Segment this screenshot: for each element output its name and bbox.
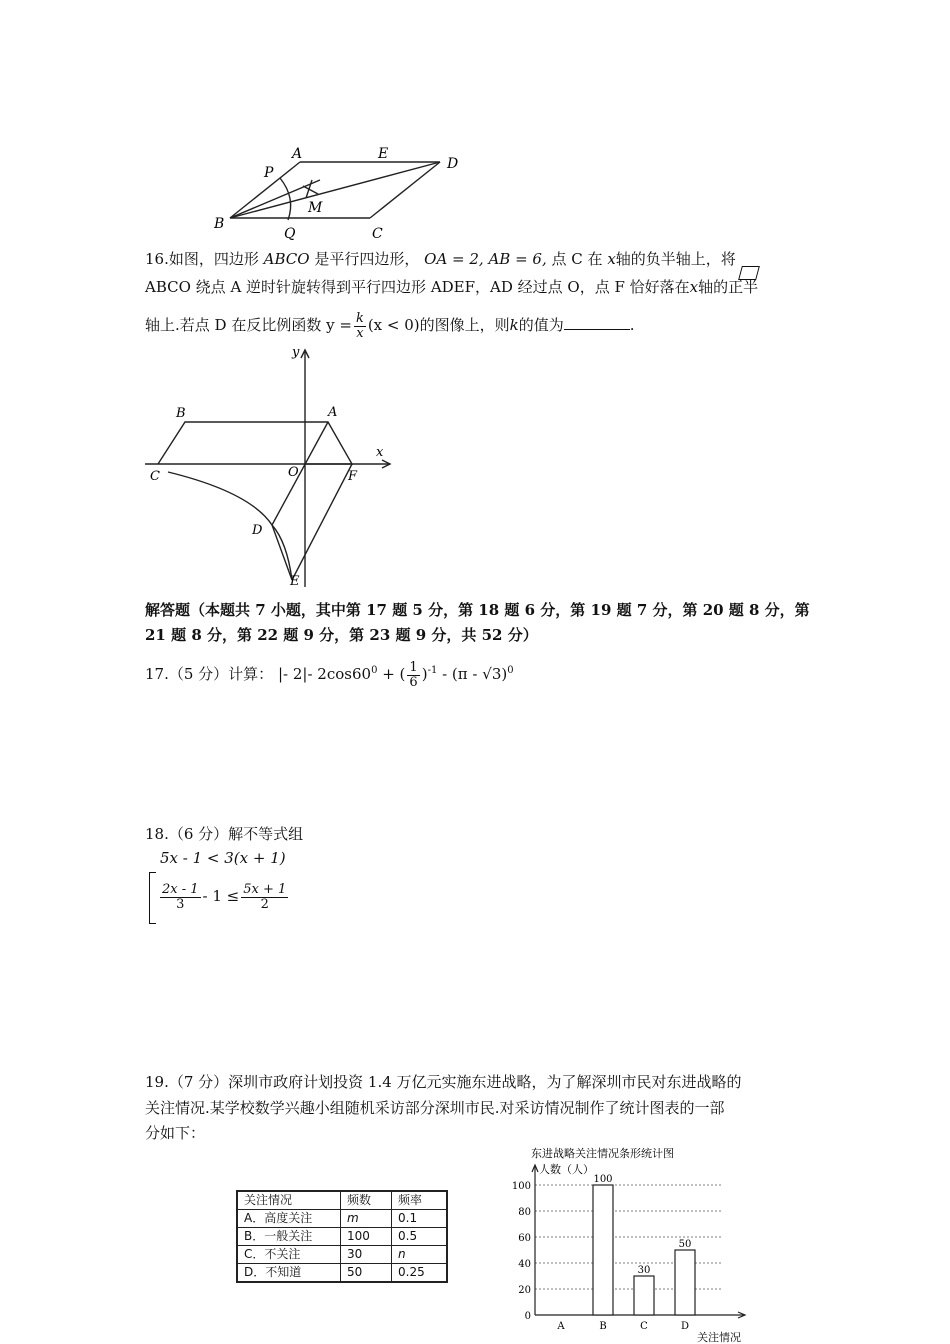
table-cell: n	[392, 1246, 448, 1264]
x-tick-label: C	[640, 1321, 648, 1332]
label-B: B	[214, 216, 225, 232]
table-cell: 50	[341, 1264, 392, 1283]
label-E: E	[290, 574, 300, 589]
table-header: 频率	[392, 1191, 448, 1210]
table-cell: B．一般关注	[237, 1228, 341, 1246]
figure-q15	[200, 140, 480, 245]
table-cell: 0.1	[392, 1210, 448, 1228]
table-cell: D．不知道	[237, 1264, 341, 1283]
chart-xlabel: 关注情况	[697, 1331, 741, 1343]
y-tick-label: 60	[518, 1233, 531, 1244]
fraction-k-over-x: $\frac{k}{x}$	[355, 310, 364, 341]
q19-line2: 关注情况.某学校数学兴趣小组随机采访部分深圳市民.对采访情况制作了统计图表的一部	[145, 1099, 725, 1117]
label-E: E	[378, 146, 389, 162]
bar-chart	[505, 1143, 760, 1343]
y-tick-label: 40	[518, 1259, 531, 1270]
table-row	[237, 1210, 447, 1228]
label-B: B	[176, 406, 186, 421]
data-label: 30	[637, 1265, 651, 1276]
table-row	[237, 1228, 447, 1246]
label-D: D	[252, 523, 263, 538]
table-cell: m	[341, 1210, 392, 1228]
y-tick-label: 0	[524, 1311, 531, 1322]
bar-B	[593, 1185, 613, 1315]
chart-ylabel: 人数（人）	[539, 1163, 594, 1176]
q19-line3: 分如下：	[145, 1124, 206, 1142]
y-tick-label: 100	[511, 1181, 531, 1192]
table-cell: C．不关注	[237, 1246, 341, 1264]
table-cell: 30	[341, 1246, 392, 1264]
bar-D	[675, 1250, 695, 1315]
y-tick-label: 80	[518, 1207, 531, 1218]
table-row	[237, 1246, 447, 1264]
bar-C	[634, 1276, 654, 1315]
x-tick-label: B	[599, 1321, 607, 1332]
table-cell: A．高度关注	[237, 1210, 341, 1228]
label-F: F	[348, 469, 358, 484]
figure-q16	[140, 342, 400, 590]
q18-inequality-1: 5x - 1 < 3(x + 1)	[160, 849, 286, 867]
inequality-brace	[149, 872, 156, 924]
q16-line3: 轴上.若点 D 在反比例函数 y = $\frac{k}{x}$ (x < 0)的图像上，则k的值为 .	[145, 310, 635, 341]
label-x: x	[376, 445, 384, 460]
label-A: A	[292, 146, 303, 162]
section-heading-line2: 21 题 8 分，第 22 题 9 分，第 23 题 9 分，共 52 分）	[145, 626, 538, 644]
table-header-row	[237, 1191, 447, 1210]
q16-line2: ABCO 绕点 A 逆时针旋转得到平行四边形 ADEF，AD 经过点 O，点 F 恰好落在x轴的正半	[145, 278, 759, 296]
frequency-table	[236, 1190, 448, 1283]
data-label: 100	[593, 1174, 613, 1185]
label-P: P	[264, 165, 274, 181]
x-tick-label: A	[557, 1321, 565, 1332]
chart-title: 东进战略关注情况条形统计图	[531, 1147, 674, 1160]
label-D: D	[447, 156, 459, 172]
label-A: A	[328, 405, 338, 420]
q18-inequality-2: $\frac{2x - 1}{3}$ - 1 ≤ $\frac{5x + 1}{2}$	[162, 881, 287, 912]
q18-title: 18.（6 分）解不等式组	[145, 825, 304, 843]
data-label: 50	[678, 1239, 692, 1250]
fraction-5x+1-over-2: $\frac{5x + 1}{2}$	[243, 881, 287, 912]
table-header: 关注情况	[237, 1191, 341, 1210]
section-heading-line1: 解答题（本题共 7 小题，其中第 17 题 5 分，第 18 题 6 分，第 19 题 7 分，第 20 题 8 分，第	[145, 601, 810, 619]
table-cell: 0.5	[392, 1228, 448, 1246]
label-Q: Q	[284, 226, 296, 242]
y-tick-label: 20	[518, 1285, 531, 1296]
table-row	[237, 1264, 447, 1283]
table-header: 频数	[341, 1191, 392, 1210]
table-cell: 0.25	[392, 1264, 448, 1283]
label-y: y	[292, 345, 300, 360]
q19-line1: 19.（7 分）深圳市政府计划投资 1.4 万亿元实施东进战略，为了解深圳市民对东进战略的	[145, 1073, 742, 1091]
label-O: O	[288, 465, 299, 480]
fraction-1-over-6: $\frac{1}{6}$	[409, 659, 418, 690]
label-C: C	[372, 226, 383, 242]
q17: 17.（5 分）计算： |- 2|- $2\cos 60^0$ + ( $\frac{1}{6}$ )$^{-1}$ - (π - √3)$^0$	[145, 659, 514, 690]
q16-line1: 16.如图，四边形 ABCO 是平行四边形， OA = 2, AB = 6, 点 C 在 x轴的负半轴上，将	[145, 250, 736, 268]
answer-blank[interactable]	[564, 315, 630, 330]
table-cell: 100	[341, 1228, 392, 1246]
label-C: C	[150, 469, 160, 484]
fraction-2x-1-over-3: $\frac{2x - 1}{3}$	[162, 881, 199, 912]
label-M: M	[308, 200, 323, 216]
x-tick-label: D	[680, 1321, 690, 1332]
